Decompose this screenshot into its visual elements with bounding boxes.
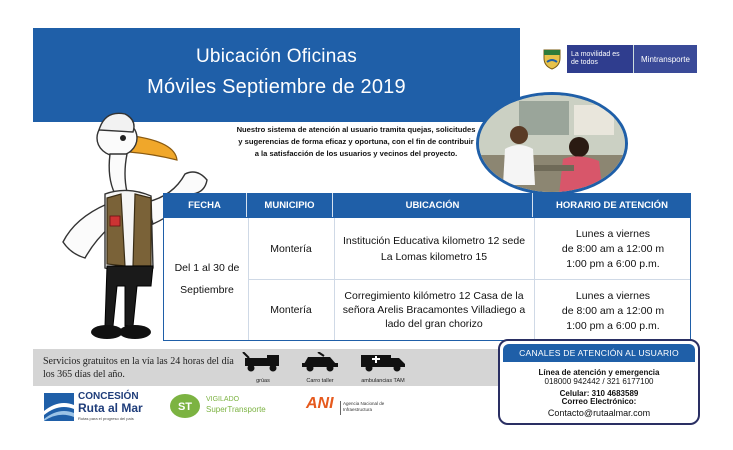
concesion-tagline: Rutas para el progreso del país	[78, 416, 134, 421]
title-line-2: Móviles Septiembre de 2019	[147, 76, 406, 98]
row2-municipio: Montería	[270, 303, 312, 316]
service-workshop-label: Carro taller	[306, 378, 334, 384]
col-ubicacion: UBICACIÓN	[333, 193, 533, 217]
service-workshop	[295, 352, 345, 384]
email-label: Correo Electrónico:	[561, 397, 637, 406]
ani-mark: ANI	[306, 395, 334, 412]
title-line-1: Ubicación Oficinas	[196, 46, 357, 67]
row2-horario-tarde: 1:00 pm a 6:00 p.m.	[566, 319, 660, 332]
line-numbers: 018000 942442 / 321 6177100	[544, 377, 654, 386]
concesion-ruta-al-mar-logo	[44, 391, 164, 423]
table-header	[163, 193, 691, 217]
email-address: Contacto@rutaalmar.com	[547, 408, 651, 418]
row1-horario-manana: de 8:00 am a 12:00 m	[561, 242, 665, 255]
colombia-shield-icon	[537, 45, 567, 73]
ambulance-icon	[359, 352, 407, 372]
service-tow-label: grúas	[256, 378, 270, 384]
concesion-label: CONCESIÓN	[78, 391, 139, 402]
svg-text:ST: ST	[177, 401, 193, 413]
service-tow	[238, 352, 288, 384]
supertransporte-label: SuperTransporte	[206, 405, 266, 414]
fecha-cell: Del 1 al 30 de Septiembre	[174, 262, 240, 296]
intro-paragraph: Nuestro sistema de atención al usuario tramita quejas, solicitudes y sugerencias de forma eficaz y oportuna, con el fin de contribuir a la satisfacción de los usuarios y vecinos del proyecto.	[236, 125, 476, 158]
vigilado-label: VIGILADO	[206, 396, 240, 403]
ani-line1: Agencia Nacional de	[343, 401, 385, 406]
ruta-al-mar-label: Ruta al Mar	[78, 401, 143, 415]
service-ambulance	[355, 352, 411, 384]
tow-truck-icon	[241, 352, 285, 372]
col-horario: HORARIO DE ATENCIÓN	[556, 199, 668, 211]
mintransporte-logo	[537, 45, 697, 73]
ani-logo	[306, 395, 390, 419]
table-body	[163, 217, 691, 341]
ani-line2: Infraestructura	[343, 407, 373, 412]
row1-horario	[534, 224, 692, 274]
row2-ubicacion: Corregimiento kilómetro 12 Casa de la señora Arelis Bracamontes Villadiego a lado del gran chorizo	[342, 289, 526, 330]
office-photo	[476, 92, 628, 195]
gov-slogan: La movilidad es de todos	[567, 45, 633, 73]
service-ambulance-label: ambulancias TAM	[361, 378, 405, 384]
channels-box	[498, 339, 700, 425]
ministry-name: Mintransporte	[633, 45, 697, 73]
supertransporte-logo	[170, 393, 282, 419]
cell-number: Celular: 310 4683589	[559, 389, 639, 398]
st-mark-icon	[170, 393, 200, 419]
row1-horario-tarde: 1:00 pm a 6:00 p.m.	[566, 257, 660, 270]
services-text: Servicios gratuitos en la vía las 24 horas del día los 365 días del año.	[43, 356, 234, 380]
line-label: Línea de atención y emergencia	[538, 368, 660, 377]
col-fecha: FECHA	[163, 193, 247, 217]
row1-horario-dias: Lunes a viernes	[575, 227, 651, 240]
concesion-mark-icon	[44, 393, 74, 421]
workshop-car-icon	[298, 352, 342, 372]
schedule-table	[163, 193, 691, 341]
row2-horario	[534, 286, 692, 336]
row1-municipio: Montería	[270, 242, 312, 255]
services-band	[33, 349, 503, 386]
row1-ubicacion: Institución Educativa kilometro 12 sede La Lomas kilometro 15	[342, 234, 526, 263]
row2-horario-manana: de 8:00 am a 12:00 m	[561, 304, 665, 317]
row2-horario-dias: Lunes a viernes	[575, 289, 651, 302]
col-municipio: MUNICIPIO	[247, 193, 333, 217]
channels-title: CANALES DE ATENCIÓN AL USUARIO	[503, 344, 695, 362]
